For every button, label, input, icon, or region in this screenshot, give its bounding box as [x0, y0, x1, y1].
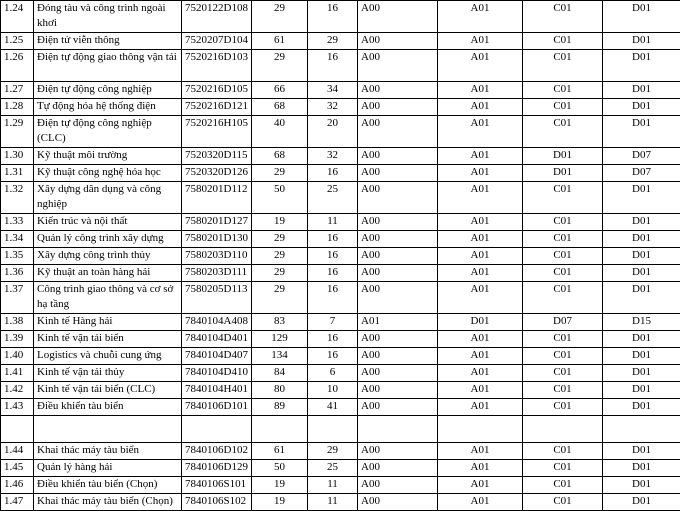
quota-exam: 16	[308, 265, 358, 282]
table-row	[1, 33, 680, 50]
program-code: 7520207D104	[182, 33, 252, 50]
empty-cell	[34, 416, 182, 443]
table-row	[1, 443, 680, 460]
empty-cell	[523, 416, 603, 443]
row-number: 1.40	[1, 348, 34, 365]
subject-combo-2: A01	[438, 248, 523, 265]
subject-combo-1: A00	[358, 99, 438, 116]
subject-combo-3: C01	[523, 82, 603, 99]
table-row	[1, 348, 680, 365]
program-name: Xây dựng công trình thủy	[34, 248, 182, 265]
table-row	[1, 165, 680, 182]
subject-combo-3: D07	[523, 314, 603, 331]
program-name: Điện tử viễn thông	[34, 33, 182, 50]
row-number: 1.37	[1, 282, 34, 314]
program-code: 7520320D126	[182, 165, 252, 182]
row-number: 1.28	[1, 99, 34, 116]
quota-total: 61	[252, 33, 308, 50]
subject-combo-2: A01	[438, 231, 523, 248]
program-code: 7520216H105	[182, 116, 252, 148]
quota-exam: 25	[308, 460, 358, 477]
program-name: Khai thác máy tàu biển	[34, 443, 182, 460]
empty-cell	[308, 416, 358, 443]
subject-combo-2: A01	[438, 382, 523, 399]
quota-total: 19	[252, 214, 308, 231]
table-row	[1, 50, 680, 82]
subject-combo-4: D01	[603, 382, 680, 399]
subject-combo-1: A00	[358, 282, 438, 314]
quota-total: 29	[252, 165, 308, 182]
program-name: Đóng tàu và công trình ngoài khơi	[34, 1, 182, 33]
quota-total: 68	[252, 99, 308, 116]
subject-combo-2: A01	[438, 494, 523, 511]
subject-combo-3: C01	[523, 116, 603, 148]
table-row	[1, 460, 680, 477]
subject-combo-2: A01	[438, 165, 523, 182]
row-number: 1.27	[1, 82, 34, 99]
subject-combo-2: D01	[438, 314, 523, 331]
subject-combo-3: D01	[523, 148, 603, 165]
quota-exam: 32	[308, 99, 358, 116]
program-code: 7840106D101	[182, 399, 252, 416]
subject-combo-4: D01	[603, 348, 680, 365]
subject-combo-3: C01	[523, 265, 603, 282]
subject-combo-2: A01	[438, 443, 523, 460]
program-code: 7840106S102	[182, 494, 252, 511]
subject-combo-4: D01	[603, 399, 680, 416]
quota-total: 29	[252, 231, 308, 248]
table-row	[1, 248, 680, 265]
quota-exam: 11	[308, 214, 358, 231]
subject-combo-1: A00	[358, 1, 438, 33]
quota-exam: 25	[308, 182, 358, 214]
program-code: 7840106D129	[182, 460, 252, 477]
table-row	[1, 399, 680, 416]
program-code: 7840104D407	[182, 348, 252, 365]
table-row	[1, 265, 680, 282]
program-name: Xây dựng dân dụng và công nghiệp	[34, 182, 182, 214]
quota-exam: 7	[308, 314, 358, 331]
program-name: Tự động hóa hệ thống điện	[34, 99, 182, 116]
subject-combo-3: C01	[523, 282, 603, 314]
quota-total: 84	[252, 365, 308, 382]
table-row	[1, 214, 680, 231]
row-number: 1.38	[1, 314, 34, 331]
quota-total: 29	[252, 282, 308, 314]
subject-combo-1: A00	[358, 382, 438, 399]
subject-combo-3: C01	[523, 1, 603, 33]
program-name: Điều khiển tàu biển (Chọn)	[34, 477, 182, 494]
quota-total: 68	[252, 148, 308, 165]
empty-cell	[603, 416, 680, 443]
table-row	[1, 82, 680, 99]
quota-total: 83	[252, 314, 308, 331]
program-code: 7840106S101	[182, 477, 252, 494]
row-number: 1.45	[1, 460, 34, 477]
quota-total: 29	[252, 248, 308, 265]
program-name: Quản lý công trình xây dựng	[34, 231, 182, 248]
subject-combo-2: A01	[438, 33, 523, 50]
subject-combo-2: A01	[438, 99, 523, 116]
subject-combo-2: A01	[438, 399, 523, 416]
subject-combo-2: A01	[438, 365, 523, 382]
quota-exam: 16	[308, 248, 358, 265]
row-number: 1.42	[1, 382, 34, 399]
subject-combo-1: A00	[358, 494, 438, 511]
subject-combo-3: C01	[523, 33, 603, 50]
program-code: 7580205D113	[182, 282, 252, 314]
subject-combo-4: D01	[603, 331, 680, 348]
program-name: Kỹ thuật môi trường	[34, 148, 182, 165]
table-row	[1, 231, 680, 248]
program-name: Kinh tế vận tải biển	[34, 331, 182, 348]
quota-exam: 16	[308, 1, 358, 33]
subject-combo-4: D01	[603, 116, 680, 148]
subject-combo-2: A01	[438, 214, 523, 231]
program-code: 7840106D102	[182, 443, 252, 460]
subject-combo-1: A00	[358, 443, 438, 460]
program-name: Quản lý hàng hải	[34, 460, 182, 477]
row-number: 1.46	[1, 477, 34, 494]
subject-combo-4: D07	[603, 165, 680, 182]
quota-exam: 16	[308, 50, 358, 82]
program-code: 7520122D108	[182, 1, 252, 33]
subject-combo-4: D01	[603, 214, 680, 231]
quota-exam: 6	[308, 365, 358, 382]
subject-combo-2: A01	[438, 331, 523, 348]
table-row	[1, 331, 680, 348]
subject-combo-2: A01	[438, 282, 523, 314]
quota-exam: 16	[308, 282, 358, 314]
empty-cell	[182, 416, 252, 443]
subject-combo-4: D01	[603, 460, 680, 477]
subject-combo-4: D01	[603, 477, 680, 494]
quota-exam: 11	[308, 494, 358, 511]
program-code: 7520216D105	[182, 82, 252, 99]
subject-combo-1: A00	[358, 165, 438, 182]
subject-combo-3: C01	[523, 382, 603, 399]
table-row	[1, 116, 680, 148]
row-number: 1.26	[1, 50, 34, 82]
row-number: 1.31	[1, 165, 34, 182]
table-row	[1, 99, 680, 116]
program-name: Điều khiển tàu biển	[34, 399, 182, 416]
quota-exam: 16	[308, 331, 358, 348]
subject-combo-1: A00	[358, 33, 438, 50]
subject-combo-1: A00	[358, 82, 438, 99]
subject-combo-2: A01	[438, 348, 523, 365]
row-number: 1.39	[1, 331, 34, 348]
row-number: 1.33	[1, 214, 34, 231]
table-row	[1, 477, 680, 494]
quota-total: 89	[252, 399, 308, 416]
row-number: 1.29	[1, 116, 34, 148]
quota-total: 61	[252, 443, 308, 460]
quota-exam: 29	[308, 443, 358, 460]
empty-cell	[252, 416, 308, 443]
subject-combo-3: C01	[523, 460, 603, 477]
program-code: 7580201D130	[182, 231, 252, 248]
subject-combo-1: A00	[358, 248, 438, 265]
quota-total: 66	[252, 82, 308, 99]
quota-exam: 41	[308, 399, 358, 416]
subject-combo-3: D01	[523, 165, 603, 182]
subject-combo-1: A00	[358, 50, 438, 82]
program-name: Kỹ thuật công nghệ hóa học	[34, 165, 182, 182]
program-name: Điện tự động công nghiệp	[34, 82, 182, 99]
subject-combo-3: C01	[523, 50, 603, 82]
subject-combo-2: A01	[438, 50, 523, 82]
empty-cell	[438, 416, 523, 443]
subject-combo-1: A00	[358, 214, 438, 231]
subject-combo-4: D01	[603, 265, 680, 282]
subject-combo-4: D01	[603, 182, 680, 214]
row-number: 1.24	[1, 1, 34, 33]
subject-combo-2: A01	[438, 148, 523, 165]
table-gap-row	[1, 416, 680, 443]
subject-combo-4: D01	[603, 99, 680, 116]
program-name: Logistics và chuỗi cung ứng	[34, 348, 182, 365]
table-row	[1, 494, 680, 511]
subject-combo-1: A00	[358, 331, 438, 348]
quota-total: 19	[252, 494, 308, 511]
empty-cell	[1, 416, 34, 443]
empty-cell	[358, 416, 438, 443]
program-name: Điện tự động công nghiệp (CLC)	[34, 116, 182, 148]
table-row	[1, 382, 680, 399]
subject-combo-3: C01	[523, 443, 603, 460]
subject-combo-4: D01	[603, 50, 680, 82]
subject-combo-3: C01	[523, 477, 603, 494]
quota-total: 29	[252, 1, 308, 33]
subject-combo-4: D01	[603, 282, 680, 314]
subject-combo-4: D01	[603, 443, 680, 460]
quota-total: 50	[252, 460, 308, 477]
subject-combo-2: A01	[438, 82, 523, 99]
subject-combo-3: C01	[523, 99, 603, 116]
subject-combo-3: C01	[523, 214, 603, 231]
subject-combo-1: A01	[358, 314, 438, 331]
subject-combo-4: D15	[603, 314, 680, 331]
subject-combo-2: A01	[438, 265, 523, 282]
subject-combo-3: C01	[523, 331, 603, 348]
subject-combo-3: C01	[523, 494, 603, 511]
row-number: 1.41	[1, 365, 34, 382]
quota-exam: 10	[308, 382, 358, 399]
quota-total: 29	[252, 50, 308, 82]
subject-combo-1: A00	[358, 348, 438, 365]
row-number: 1.44	[1, 443, 34, 460]
row-number: 1.43	[1, 399, 34, 416]
subject-combo-2: A01	[438, 182, 523, 214]
quota-total: 134	[252, 348, 308, 365]
program-name: Công trình giao thông và cơ sở hạ tầng	[34, 282, 182, 314]
subject-combo-3: C01	[523, 231, 603, 248]
subject-combo-4: D01	[603, 231, 680, 248]
quota-exam: 34	[308, 82, 358, 99]
row-number: 1.47	[1, 494, 34, 511]
table-row	[1, 282, 680, 314]
subject-combo-1: A00	[358, 399, 438, 416]
subject-combo-1: A00	[358, 265, 438, 282]
program-name: Kinh tế vận tải biển (CLC)	[34, 382, 182, 399]
program-code: 7580201D112	[182, 182, 252, 214]
quota-exam: 16	[308, 231, 358, 248]
quota-exam: 29	[308, 33, 358, 50]
table-row	[1, 365, 680, 382]
subject-combo-1: A00	[358, 182, 438, 214]
subject-combo-2: A01	[438, 116, 523, 148]
quota-exam: 11	[308, 477, 358, 494]
row-number: 1.34	[1, 231, 34, 248]
table-row	[1, 314, 680, 331]
subject-combo-3: C01	[523, 399, 603, 416]
subject-combo-3: C01	[523, 348, 603, 365]
row-number: 1.30	[1, 148, 34, 165]
program-code: 7840104H401	[182, 382, 252, 399]
program-name: Khai thác máy tàu biển (Chọn)	[34, 494, 182, 511]
subject-combo-2: A01	[438, 460, 523, 477]
subject-combo-4: D01	[603, 494, 680, 511]
program-name: Kiến trúc và nội thất	[34, 214, 182, 231]
subject-combo-3: C01	[523, 365, 603, 382]
quota-total: 80	[252, 382, 308, 399]
program-code: 7840104D410	[182, 365, 252, 382]
program-code: 7520216D121	[182, 99, 252, 116]
quota-total: 50	[252, 182, 308, 214]
subject-combo-4: D01	[603, 248, 680, 265]
quota-total: 19	[252, 477, 308, 494]
subject-combo-1: A00	[358, 477, 438, 494]
program-code: 7520320D115	[182, 148, 252, 165]
program-name: Điện tự động giao thông vận tải	[34, 50, 182, 82]
row-number: 1.36	[1, 265, 34, 282]
row-number: 1.35	[1, 248, 34, 265]
subject-combo-1: A00	[358, 460, 438, 477]
subject-combo-4: D01	[603, 365, 680, 382]
subject-combo-4: D07	[603, 148, 680, 165]
table-row	[1, 182, 680, 214]
subject-combo-4: D01	[603, 82, 680, 99]
subject-combo-2: A01	[438, 1, 523, 33]
program-name: Kỹ thuật an toàn hàng hải	[34, 265, 182, 282]
table-row	[1, 1, 680, 33]
program-code: 7580201D127	[182, 214, 252, 231]
subject-combo-3: C01	[523, 248, 603, 265]
quota-exam: 32	[308, 148, 358, 165]
program-code: 7840104A408	[182, 314, 252, 331]
subject-combo-4: D01	[603, 1, 680, 33]
row-number: 1.32	[1, 182, 34, 214]
subject-combo-3: C01	[523, 182, 603, 214]
subject-combo-4: D01	[603, 33, 680, 50]
subject-combo-1: A00	[358, 231, 438, 248]
table-row	[1, 148, 680, 165]
program-code: 7840104D401	[182, 331, 252, 348]
program-code: 7520216D103	[182, 50, 252, 82]
subject-combo-1: A00	[358, 365, 438, 382]
quota-exam: 16	[308, 348, 358, 365]
quota-total: 29	[252, 265, 308, 282]
subject-combo-2: A01	[438, 477, 523, 494]
quota-exam: 20	[308, 116, 358, 148]
program-name: Kinh tế Hàng hải	[34, 314, 182, 331]
program-name: Kinh tế vận tải thủy	[34, 365, 182, 382]
quota-total: 40	[252, 116, 308, 148]
subject-combo-1: A00	[358, 116, 438, 148]
row-number: 1.25	[1, 33, 34, 50]
quota-total: 129	[252, 331, 308, 348]
program-code: 7580203D111	[182, 265, 252, 282]
quota-exam: 16	[308, 165, 358, 182]
program-code: 7580203D110	[182, 248, 252, 265]
subject-combo-1: A00	[358, 148, 438, 165]
